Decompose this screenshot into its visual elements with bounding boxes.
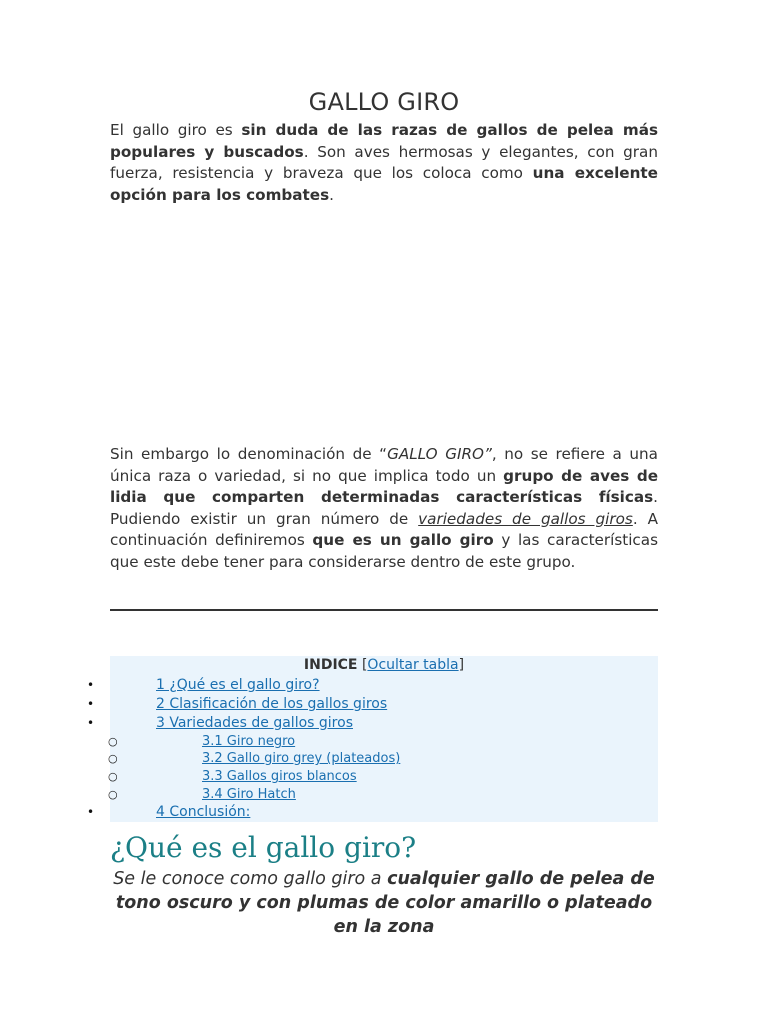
toc-link[interactable]: 2 Clasificación de los gallos giros — [156, 696, 388, 712]
second-italic-1: GALLO GIRO” — [387, 445, 492, 463]
intro-text-3: . — [329, 185, 334, 204]
second-text-2: , no se refiere a una única raza o variedad, si no que implica todo un — [110, 445, 658, 485]
page-title: GALLO GIRO — [308, 88, 460, 116]
second-text-4: . A continuación definiremos — [110, 509, 658, 550]
intro-text-1: El gallo giro es — [110, 121, 242, 139]
toc-heading: INDICE — [303, 657, 358, 673]
second-text-5: y las características que este debe tener para considerarse dentro de este grupo. — [110, 531, 658, 571]
bullet-disc-icon: • — [87, 716, 95, 730]
bullet-circle-icon: ○ — [108, 770, 118, 783]
toc-link[interactable]: 4 Conclusión: — [156, 804, 251, 820]
intro-paragraph — [110, 120, 658, 206]
toc-close-bracket: ] — [458, 657, 465, 673]
toc-toggle-link[interactable]: Ocultar tabla — [367, 657, 459, 673]
bullet-disc-icon: • — [87, 697, 95, 711]
toc-link[interactable]: 3 Variedades de gallos giros — [156, 715, 353, 731]
bullet-circle-icon: ○ — [108, 735, 118, 748]
second-paragraph — [110, 444, 658, 574]
second-text-1: Sin embargo lo denominación de “ — [110, 445, 388, 463]
bullet-circle-icon: ○ — [108, 788, 118, 801]
intro-text-2: . Son aves hermosas y elegantes, con gran fuerza, resistencia y braveza que los coloca como — [110, 142, 658, 183]
bullet-disc-icon: • — [87, 678, 95, 692]
second-text-3: . Pudiendo existir un gran número de — [110, 488, 658, 528]
lead-italic: Se le conoce como gallo giro a — [113, 869, 388, 889]
intro-bold-1: sin duda de las razas de gallos de pelea más populares y buscados — [110, 121, 659, 161]
section-heading: ¿Qué es el gallo giro? — [110, 831, 417, 864]
toc-link[interactable]: 1 ¿Qué es el gallo giro? — [156, 677, 320, 693]
toc-sublink[interactable]: 3.2 Gallo giro grey (plateados) — [202, 751, 401, 766]
toc-sublink[interactable]: 3.1 Giro negro — [202, 734, 296, 749]
toc-header — [110, 656, 658, 675]
second-bold-2: que es un gallo giro — [312, 531, 494, 550]
bullet-disc-icon: • — [87, 805, 95, 819]
toc-open-bracket: [ — [357, 657, 368, 673]
intro-bold-2: una excelente opción para los combates — [110, 164, 658, 204]
section-lead — [110, 867, 658, 939]
bullet-circle-icon: ○ — [108, 752, 118, 765]
varieties-link[interactable]: variedades de gallos giros — [418, 509, 633, 528]
toc-sublink[interactable]: 3.4 Giro Hatch — [202, 787, 296, 802]
second-bold-1: grupo de aves de lidia que comparten determinadas características físicas — [110, 466, 658, 507]
lead-bold: cualquier gallo de pelea de tono oscuro y con plumas de color amarillo o plateado en la zona — [115, 869, 655, 937]
horizontal-divider — [110, 609, 658, 611]
toc-sublink[interactable]: 3.3 Gallos giros blancos — [202, 769, 357, 784]
table-of-contents — [87, 656, 658, 822]
